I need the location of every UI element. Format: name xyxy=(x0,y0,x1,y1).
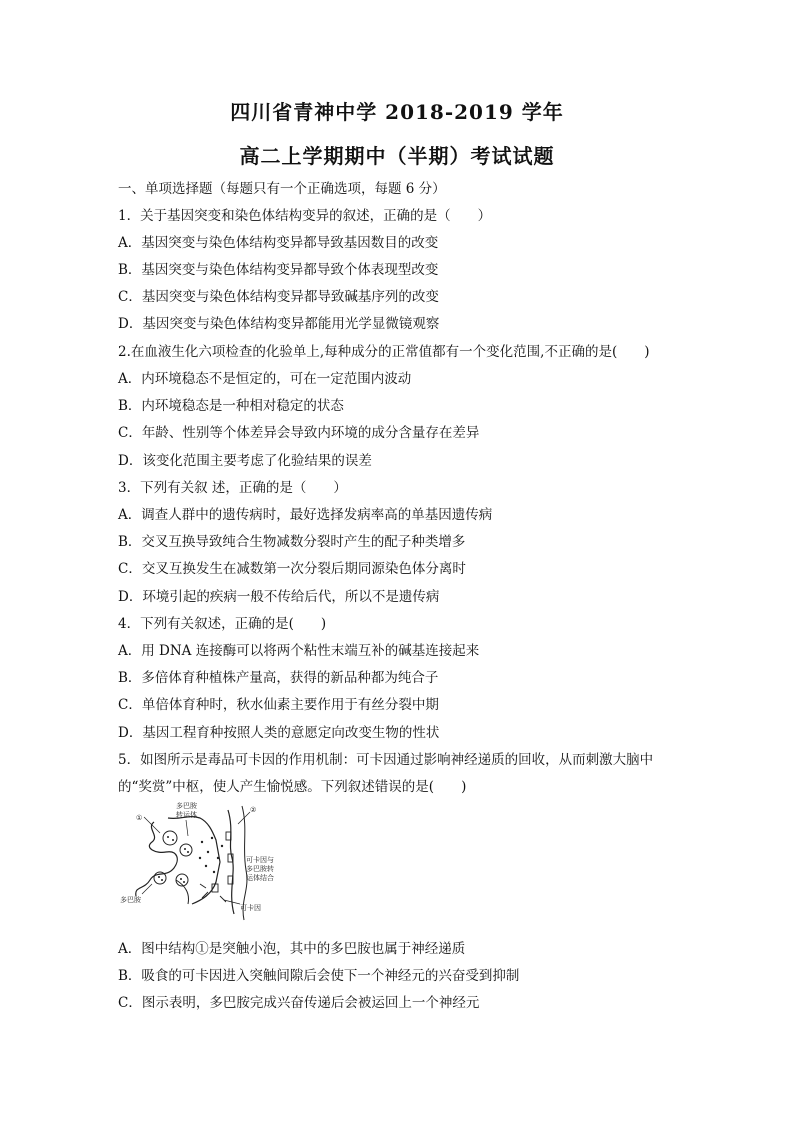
synaptic-vesicle-2 xyxy=(180,844,192,856)
dopamine-molecule xyxy=(217,857,219,859)
cocaine-marker xyxy=(220,896,226,902)
q3-option-a: A．调查人群中的遗传病时，最好选择发病率高的单基因遗传病 xyxy=(118,507,493,523)
dopamine-molecule xyxy=(205,865,207,867)
dopamine-molecule xyxy=(207,851,209,853)
dopamine-molecule xyxy=(199,857,201,859)
vesicle-dot xyxy=(184,848,186,850)
q2-option-a: A．内环境稳态不是恒定的，可在一定范围内波动 xyxy=(118,371,412,387)
label-transporter-2: 转运体 xyxy=(176,811,197,819)
q3-option-b: B．交叉互换导致纯合生物减数分裂时产生的配子种类增多 xyxy=(118,534,466,550)
dopamine-molecule xyxy=(211,837,213,839)
dopamine-molecule xyxy=(201,841,203,843)
vesicle-dot xyxy=(158,876,160,878)
vesicle-dot xyxy=(172,839,174,841)
leader-line xyxy=(186,820,188,836)
label-binding-2: 多巴胺转 xyxy=(246,865,274,873)
label-cocaine: 可卡因 xyxy=(240,904,261,912)
q3-option-c: C．交叉互换发生在减数第一次分裂后期同源染色体分离时 xyxy=(118,561,466,577)
q5-option-b: B．吸食的可卡因进入突触间隙后会使下一个神经元的兴奋受到抑制 xyxy=(118,968,520,984)
q4-option-c: C．单倍体育种时，秋水仙素主要作用于有丝分裂中期 xyxy=(118,697,439,713)
label-binding-3: 运体结合 xyxy=(246,874,274,882)
q1-stem: 1．关于基因突变和染色体结构变异的叙述，正确的是（ ） xyxy=(118,208,492,224)
q2-stem: 2.在血液生化六项检查的化验单上,每种成分的正常值都有一个变化范围,不正确的是( ) xyxy=(118,344,650,360)
vesicle-dot xyxy=(167,836,169,838)
dopamine-molecule xyxy=(213,871,215,873)
label-structure-1: ① xyxy=(136,814,143,822)
q5-stem-line2: 的“奖赏”中枢，使人产生愉悦感。下列叙述错误的是( ) xyxy=(118,779,467,795)
exam-title-line2: 高二上学期期中（半期）考试试题 xyxy=(239,144,555,168)
q4-stem: 4．下列有关叙述，正确的是( ) xyxy=(118,616,327,632)
dopamine-molecule xyxy=(221,845,223,847)
label-transporter-1: 多巴胺 xyxy=(176,802,197,810)
label-dopamine: 多巴胺 xyxy=(120,896,141,904)
presynaptic-membrane-outline xyxy=(136,822,178,896)
q4-option-b: B．多倍体育种植株产量高，获得的新品种都为纯合子 xyxy=(118,670,439,686)
synapse-diagram xyxy=(116,800,286,924)
section-heading: 一、单项选择题（每题只有一个正确选项，每题 6 分） xyxy=(118,181,446,197)
q5-option-a: A．图中结构①是突触小泡，其中的多巴胺也属于神经递质 xyxy=(118,941,466,957)
q2-option-b: B．内环境稳态是一种相对稳定的状态 xyxy=(118,398,344,414)
q5-stem-line1: 5．如图所示是毒品可卡因的作用机制：可卡因通过影响神经递质的回收，从而刺激大脑中 xyxy=(118,752,654,768)
q1-option-d: D．基因突变与染色体结构变异都能用光学显微镜观察 xyxy=(118,316,440,332)
exam-title-line1: 四川省青神中学 2018-2019 学年 xyxy=(230,100,564,124)
label-binding-1: 可卡因与 xyxy=(246,856,274,864)
vesicle-dot xyxy=(180,878,182,880)
vesicle-dot xyxy=(187,851,189,853)
q3-option-d: D．环境引起的疾病一般不传给后代，所以不是遗传病 xyxy=(118,589,440,605)
q2-option-c: C．年龄、性别等个体差异会导致内环境的成分含量存在差异 xyxy=(118,425,480,441)
q4-option-d: D．基因工程育种按照人类的意愿定向改变生物的性状 xyxy=(118,725,440,741)
q1-option-c: C．基因突变与染色体结构变异都导致碱基序列的改变 xyxy=(118,289,439,305)
q1-option-a: A．基因突变与染色体结构变异都导致基因数目的改变 xyxy=(118,235,439,251)
q1-option-b: B．基因突变与染色体结构变异都导致个体表现型改变 xyxy=(118,262,439,278)
q5-option-c: C．图示表明，多巴胺完成兴奋传递后会被运回上一个神经元 xyxy=(118,995,480,1011)
label-structure-2: ② xyxy=(250,806,257,814)
q3-stem: 3．下列有关叙 述，正确的是（ ） xyxy=(118,480,347,496)
synaptic-vesicle-1 xyxy=(163,831,177,845)
vesicle-dot xyxy=(183,881,185,883)
vesicle-dot xyxy=(161,879,163,881)
q4-option-a: A．用 DNA 连接酶可以将两个粘性末端互补的碱基连接起来 xyxy=(118,643,480,659)
q2-option-d: D．该变化范围主要考虑了化验结果的误差 xyxy=(118,453,372,469)
